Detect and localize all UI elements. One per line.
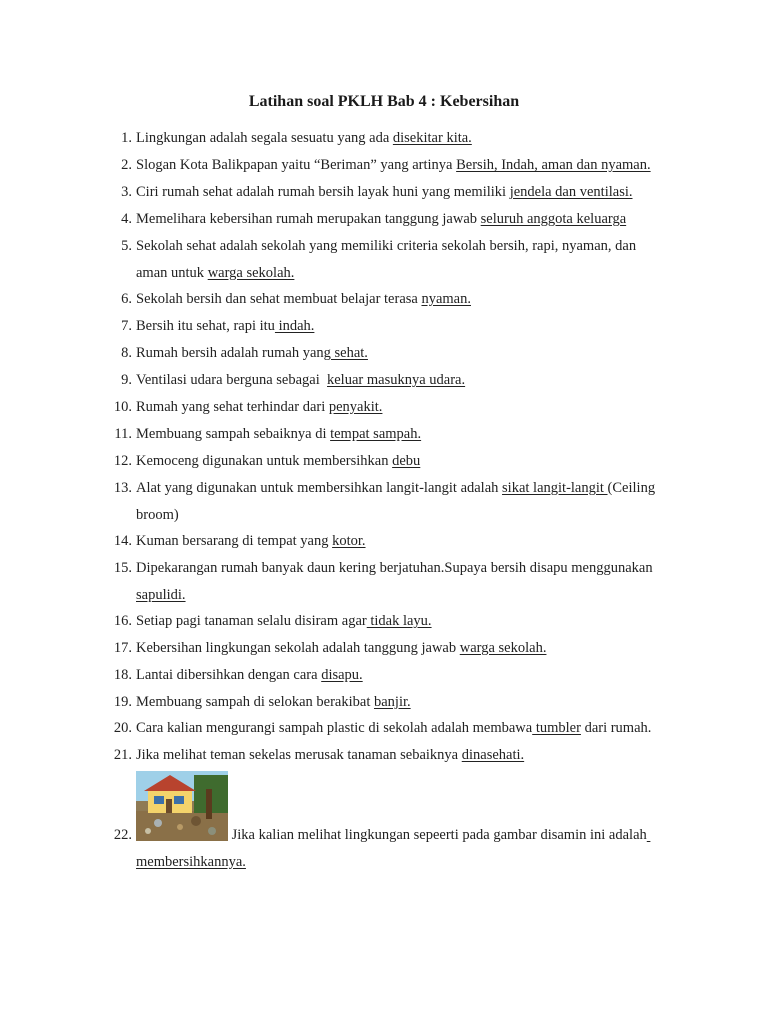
question-number: 7. [121,318,132,334]
question-number: 2. [121,157,132,173]
answer-text: g sehat. [323,345,368,361]
answer-text: sapulidi. [136,586,186,603]
answer-text: seluruh anggota keluarga [480,211,627,227]
question-text: Kemoceng digunakan untuk membersihkan [136,453,393,469]
answer-text: disekitar kita. [392,130,472,146]
question-number: 1. [121,130,132,146]
question-line [136,291,471,308]
question-line [136,560,653,577]
question-line [136,426,421,443]
question-number: 9. [121,372,132,388]
question-text: broom) [136,506,179,523]
question-text: Sekolah bersih dan sehat membuat belajar terasa [136,291,422,307]
question-text: Kebersihan lingkungan sekolah adalah tanggung jawab [136,640,460,656]
question-line [136,613,432,630]
question-text: Dipekarangan rumah banyak daun kering berjatuhan.Supaya bersih disapu menggunakan [136,560,653,576]
question-line [228,827,650,844]
question-text: (Ceiling [607,480,656,496]
question-text: Ciri rumah sehat adalah rumah bersih layak huni yang memiliki [136,184,510,200]
question-line [136,507,179,524]
question-text: Kuman bersarang di tempat yang [136,533,333,549]
answer-text: tumbler [532,720,581,736]
question-number: 8. [121,345,132,361]
question-number: 3. [121,184,132,200]
answer-text: warga sekolah. [459,640,547,656]
question-line [136,184,633,201]
question-text: Slogan Kota Balikpapan yaitu “Beriman” yang artinya [136,157,457,173]
question-number: 16. [113,613,132,629]
answer-text: keluar masuknya udara. [327,372,466,388]
question-text: Sekolah sehat adalah sekolah yang memiliki criteria sekolah bersih, rapi, nyaman, dan [136,238,637,254]
answer-text: tempat sampah. [330,426,422,442]
answer-text: penyakit. [328,399,383,415]
question-text: dari rumah. [580,720,652,736]
answer-text [647,827,651,843]
answer-text: indah. [274,318,315,334]
answer-text: membersihkannya. [136,853,246,870]
question-line [136,694,411,711]
question-line [136,747,524,764]
question-line [136,453,420,470]
question-number: 19. [113,694,132,710]
question-text: Memelihara kebersihan rumah merupakan tanggung jawab [136,211,481,227]
question-line [136,640,546,657]
question-number: 11. [114,426,132,442]
question-text: Jika kalian melihat lingkungan sepeerti pada gambar disamin ini adalah [228,827,647,843]
question-text: Lingkungan adalah segala sesuatu yang ada [136,130,393,146]
question-number: 22. [113,827,132,843]
question-line [136,345,368,362]
messy-yard-picture [136,771,228,841]
answer-text: tidak layu. [366,613,432,629]
question-text: Jika melihat teman sekelas merusak tanaman sebaiknya [136,747,462,763]
answer-text: disapu. [321,667,363,683]
question-line [136,720,651,737]
question-number: 4. [121,211,132,227]
question-number: 6. [121,291,132,307]
answer-text: jendela dan ventilasi. [509,184,633,200]
question-line [136,238,636,255]
page-title: Latihan soal PKLH Bab 4 : Kebersihan [248,93,520,110]
question-line [136,157,651,174]
question-text: Rumah bersih adalah rumah yan [136,345,324,361]
question-number: 12. [113,453,132,469]
question-number: 21. [113,747,132,763]
question-number: 15. [113,560,132,576]
question-line [136,587,186,604]
question-line [136,533,366,550]
question-text: Alat yang digunakan untuk membersihkan langit-langit adalah [136,480,503,496]
answer-text: sikat langit-langit [502,480,608,496]
question-line [136,372,465,389]
question-line [136,399,382,416]
question-text: Membuang sampah sebaiknya di [136,426,331,442]
question-line [136,667,363,684]
question-text: Lantai dibersihkan dengan cara [136,667,322,683]
answer-text: nyaman. [421,291,471,307]
question-line [136,854,246,871]
question-line [136,130,472,147]
question-text: Setiap pagi tanaman selalu disiram agar [136,613,367,629]
question-text: Membuang sampah di selokan berakibat [136,694,374,710]
answer-text: debu [392,453,421,469]
answer-text: Bersih, Indah, aman dan nyaman. [456,157,651,173]
question-text: Ventilasi udara berguna sebagai [136,372,327,388]
question-line [136,211,626,228]
question-line [136,318,314,335]
answer-text: dinasehati. [461,747,525,763]
answer-text: banjir. [373,694,411,710]
question-number: 20. [113,720,132,736]
question-text: Bersih itu sehat, rapi itu [136,318,275,334]
question-text: Rumah yang sehat terhindar dari [136,399,329,415]
question-number: 17. [113,640,132,656]
question-text: aman untuk [136,264,208,281]
question-number: 14. [113,533,132,549]
question-text: Cara kalian mengurangi sampah plastic di sekolah adalah membawa [136,720,533,736]
question-number: 13. [113,480,132,496]
question-number: 5. [121,238,132,254]
answer-text: warga sekolah. [207,264,295,281]
question-line [136,265,294,282]
question-number: 10. [113,399,132,415]
answer-text: kotor. [332,533,366,549]
question-line [136,480,655,497]
question-number: 18. [113,667,132,683]
